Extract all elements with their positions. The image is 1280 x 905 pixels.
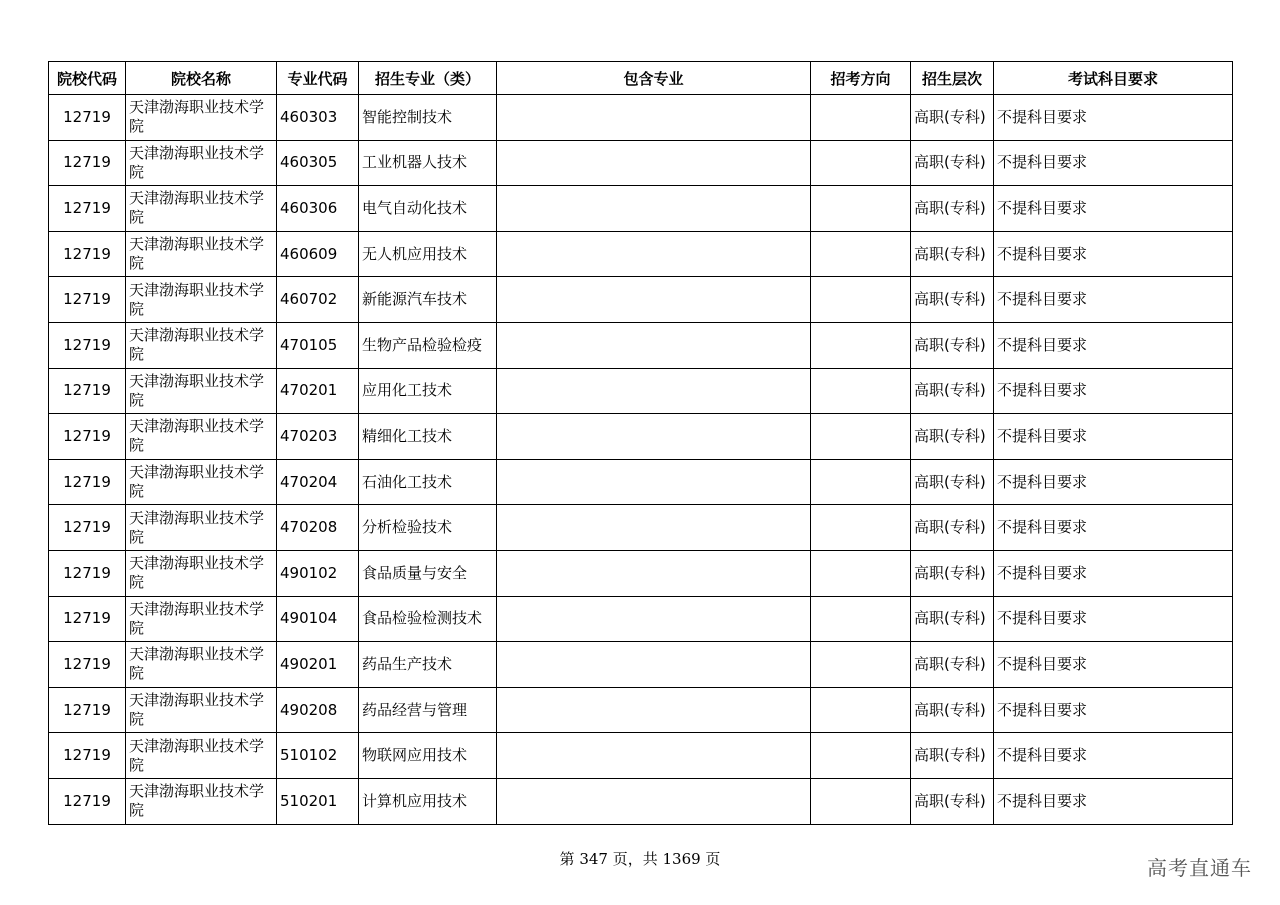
cell-level: 高职(专科) <box>911 140 994 186</box>
table-body <box>49 95 1233 825</box>
cell-school-code: 12719 <box>49 778 126 824</box>
cell-major-code: 460702 <box>277 277 359 323</box>
cell-requirement: 不提科目要求 <box>994 414 1233 460</box>
cell-level: 高职(专科) <box>911 277 994 323</box>
cell-school-name: 天津渤海职业技术学院 <box>126 687 277 733</box>
table-row <box>49 95 1233 141</box>
cell-school-code: 12719 <box>49 687 126 733</box>
table-row <box>49 733 1233 779</box>
cell-direction <box>811 778 911 824</box>
cell-included-majors <box>497 322 811 368</box>
cell-school-code: 12719 <box>49 322 126 368</box>
cell-major: 新能源汽车技术 <box>359 277 497 323</box>
cell-major: 药品生产技术 <box>359 642 497 688</box>
cell-school-name: 天津渤海职业技术学院 <box>126 140 277 186</box>
cell-school-code: 12719 <box>49 505 126 551</box>
cell-school-name: 天津渤海职业技术学院 <box>126 596 277 642</box>
cell-requirement: 不提科目要求 <box>994 550 1233 596</box>
header-direction: 招考方向 <box>811 62 911 95</box>
cell-direction <box>811 322 911 368</box>
table-row <box>49 140 1233 186</box>
cell-included-majors <box>497 687 811 733</box>
cell-school-code: 12719 <box>49 231 126 277</box>
cell-direction <box>811 368 911 414</box>
cell-included-majors <box>497 414 811 460</box>
cell-direction <box>811 277 911 323</box>
cell-direction <box>811 414 911 460</box>
cell-direction <box>811 140 911 186</box>
cell-requirement: 不提科目要求 <box>994 277 1233 323</box>
cell-major: 计算机应用技术 <box>359 778 497 824</box>
table-row <box>49 550 1233 596</box>
cell-direction <box>811 95 911 141</box>
cell-included-majors <box>497 231 811 277</box>
cell-requirement: 不提科目要求 <box>994 596 1233 642</box>
cell-direction <box>811 459 911 505</box>
cell-school-code: 12719 <box>49 140 126 186</box>
cell-direction <box>811 231 911 277</box>
cell-major: 电气自动化技术 <box>359 186 497 232</box>
table-row <box>49 687 1233 733</box>
cell-major-code: 490201 <box>277 642 359 688</box>
cell-included-majors <box>497 186 811 232</box>
cell-major: 食品检验检测技术 <box>359 596 497 642</box>
header-level: 招生层次 <box>911 62 994 95</box>
cell-school-code: 12719 <box>49 459 126 505</box>
cell-major: 分析检验技术 <box>359 505 497 551</box>
cell-direction <box>811 733 911 779</box>
cell-level: 高职(专科) <box>911 459 994 505</box>
cell-included-majors <box>497 642 811 688</box>
header-included-majors: 包含专业 <box>497 62 811 95</box>
header-school-code: 院校代码 <box>49 62 126 95</box>
cell-requirement: 不提科目要求 <box>994 368 1233 414</box>
cell-requirement: 不提科目要求 <box>994 687 1233 733</box>
cell-major-code: 460306 <box>277 186 359 232</box>
cell-requirement: 不提科目要求 <box>994 459 1233 505</box>
cell-school-code: 12719 <box>49 733 126 779</box>
cell-requirement: 不提科目要求 <box>994 186 1233 232</box>
cell-school-code: 12719 <box>49 368 126 414</box>
cell-major-code: 460609 <box>277 231 359 277</box>
cell-school-name: 天津渤海职业技术学院 <box>126 414 277 460</box>
cell-major: 精细化工技术 <box>359 414 497 460</box>
header-major-code: 专业代码 <box>277 62 359 95</box>
table-header-row <box>49 62 1233 95</box>
cell-level: 高职(专科) <box>911 322 994 368</box>
cell-school-name: 天津渤海职业技术学院 <box>126 277 277 323</box>
table-row <box>49 596 1233 642</box>
cell-major-code: 470201 <box>277 368 359 414</box>
cell-major: 工业机器人技术 <box>359 140 497 186</box>
page-footer: 第 347 页，共 1369 页 <box>559 850 721 868</box>
cell-major-code: 510201 <box>277 778 359 824</box>
cell-requirement: 不提科目要求 <box>994 733 1233 779</box>
cell-major-code: 490104 <box>277 596 359 642</box>
cell-requirement: 不提科目要求 <box>994 140 1233 186</box>
cell-major-code: 460303 <box>277 95 359 141</box>
cell-level: 高职(专科) <box>911 95 994 141</box>
cell-major: 生物产品检验检疫 <box>359 322 497 368</box>
header-requirement: 考试科目要求 <box>994 62 1233 95</box>
cell-requirement: 不提科目要求 <box>994 778 1233 824</box>
table-row <box>49 778 1233 824</box>
cell-level: 高职(专科) <box>911 186 994 232</box>
cell-included-majors <box>497 505 811 551</box>
admissions-table <box>48 61 1233 825</box>
cell-level: 高职(专科) <box>911 368 994 414</box>
table-row <box>49 322 1233 368</box>
cell-included-majors <box>497 140 811 186</box>
cell-school-name: 天津渤海职业技术学院 <box>126 186 277 232</box>
cell-included-majors <box>497 596 811 642</box>
cell-school-code: 12719 <box>49 596 126 642</box>
cell-direction <box>811 186 911 232</box>
cell-requirement: 不提科目要求 <box>994 322 1233 368</box>
cell-major-code: 470208 <box>277 505 359 551</box>
cell-major: 应用化工技术 <box>359 368 497 414</box>
cell-school-name: 天津渤海职业技术学院 <box>126 642 277 688</box>
cell-school-name: 天津渤海职业技术学院 <box>126 368 277 414</box>
cell-school-code: 12719 <box>49 186 126 232</box>
cell-included-majors <box>497 368 811 414</box>
header-school-name: 院校名称 <box>126 62 277 95</box>
header-major: 招生专业（类） <box>359 62 497 95</box>
table-row <box>49 459 1233 505</box>
cell-direction <box>811 596 911 642</box>
cell-major: 石油化工技术 <box>359 459 497 505</box>
cell-major: 物联网应用技术 <box>359 733 497 779</box>
cell-school-code: 12719 <box>49 277 126 323</box>
cell-included-majors <box>497 778 811 824</box>
watermark: 高考直通车 <box>1147 856 1252 880</box>
table-row <box>49 368 1233 414</box>
cell-major-code: 510102 <box>277 733 359 779</box>
cell-school-name: 天津渤海职业技术学院 <box>126 778 277 824</box>
table-row <box>49 642 1233 688</box>
cell-level: 高职(专科) <box>911 505 994 551</box>
cell-major-code: 470203 <box>277 414 359 460</box>
cell-school-name: 天津渤海职业技术学院 <box>126 459 277 505</box>
cell-major-code: 470105 <box>277 322 359 368</box>
cell-level: 高职(专科) <box>911 231 994 277</box>
cell-level: 高职(专科) <box>911 778 994 824</box>
cell-requirement: 不提科目要求 <box>994 95 1233 141</box>
cell-school-name: 天津渤海职业技术学院 <box>126 733 277 779</box>
cell-major: 智能控制技术 <box>359 95 497 141</box>
cell-included-majors <box>497 733 811 779</box>
cell-level: 高职(专科) <box>911 414 994 460</box>
cell-major: 食品质量与安全 <box>359 550 497 596</box>
cell-included-majors <box>497 550 811 596</box>
cell-level: 高职(专科) <box>911 733 994 779</box>
table-row <box>49 277 1233 323</box>
cell-level: 高职(专科) <box>911 642 994 688</box>
cell-school-code: 12719 <box>49 550 126 596</box>
cell-level: 高职(专科) <box>911 596 994 642</box>
cell-school-code: 12719 <box>49 642 126 688</box>
cell-major-code: 490208 <box>277 687 359 733</box>
cell-included-majors <box>497 459 811 505</box>
table-row <box>49 414 1233 460</box>
cell-major-code: 460305 <box>277 140 359 186</box>
cell-school-name: 天津渤海职业技术学院 <box>126 95 277 141</box>
cell-school-name: 天津渤海职业技术学院 <box>126 505 277 551</box>
cell-requirement: 不提科目要求 <box>994 505 1233 551</box>
cell-direction <box>811 505 911 551</box>
cell-school-name: 天津渤海职业技术学院 <box>126 322 277 368</box>
table-row <box>49 231 1233 277</box>
cell-included-majors <box>497 95 811 141</box>
cell-direction <box>811 550 911 596</box>
cell-included-majors <box>497 277 811 323</box>
cell-school-code: 12719 <box>49 95 126 141</box>
cell-level: 高职(专科) <box>911 550 994 596</box>
cell-requirement: 不提科目要求 <box>994 642 1233 688</box>
cell-school-name: 天津渤海职业技术学院 <box>126 550 277 596</box>
cell-major-code: 470204 <box>277 459 359 505</box>
cell-school-name: 天津渤海职业技术学院 <box>126 231 277 277</box>
cell-major: 药品经营与管理 <box>359 687 497 733</box>
cell-requirement: 不提科目要求 <box>994 231 1233 277</box>
cell-school-code: 12719 <box>49 414 126 460</box>
cell-major: 无人机应用技术 <box>359 231 497 277</box>
cell-direction <box>811 642 911 688</box>
table-row <box>49 505 1233 551</box>
cell-direction <box>811 687 911 733</box>
cell-major-code: 490102 <box>277 550 359 596</box>
cell-level: 高职(专科) <box>911 687 994 733</box>
table-row <box>49 186 1233 232</box>
